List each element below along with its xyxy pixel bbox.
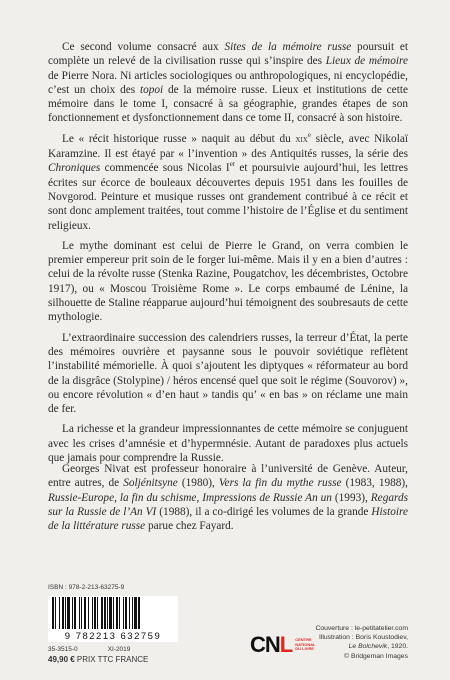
illustration-credit: Illustration : Boris Koustodiev, — [318, 634, 408, 642]
barcode-bars — [48, 596, 178, 630]
paragraph-myths: Le mythe dominant est celui de Pierre le Grand, on verra combien le premier empereur prit soin de le forger lui-même. Mais il y en a bien d’autres : celui de la révolte russe (Stenka Razine, Pougatchov, les décembristes, Octobre 1917), ou « Moscou Troisième Rome ». Le corps embaumé de Lénine, la silhouette de Staline réapparue aujourd’hui témoignent des soubresauts de cette mythologie. — [48, 239, 408, 324]
edition-code: XI-2019 — [107, 646, 131, 653]
cnl-logo-mark: CNL — [250, 632, 293, 657]
barcode — [48, 596, 178, 642]
paragraph-conclusion: La richesse et la grandeur impressionnantes de cette mémoire se conjuguent avec les crises d’amnésie et d’hypermnésie. Autant de paradoxes plus actuels que jamais pour comprendre la Russie. — [48, 423, 408, 465]
cover-credit: Couverture : le-petitatelier.com — [315, 625, 408, 632]
back-cover-text — [48, 40, 408, 471]
paragraph-instability: L’extraordinaire succession des calendriers russes, la terreur d’État, la perte des mémoires ouvrière et paysanne sous le pouvoir soviétique reflètent l’instabilité mémorielle. À quoi s’ajoutent les diptyques « réformateur au bord de la disgrâce (Stolypine) / héros encensé quel que soit le régime (Souvorov) », ou encore révolution « d’en haut » tandis qu’ « en bas » on réclame une main de fer. — [48, 331, 408, 416]
isbn-label: ISBN : 978-2-213-63275-9 — [48, 584, 125, 591]
author-bio: Georges Nivat est professeur honoraire à l’université de Genève. Auteur, entre autres, de Soljénitsyne (1980), Vers la fin du mythe russe (1983, 1988), Russie-Europe, la fin du schisme, Impressions de Russie An un (1993), Regards sur la Russie de l’An VI (1988), il a co-dirigé les volumes de la grande Histoire de la littérature russe parue chez Fayard. — [48, 463, 409, 533]
paragraph-intro: Ce second volume consacré aux Sites de la mémoire russe poursuit et complète un relevé de la civilisation russe qui s’inspire des Lieux de mémoire de Pierre Nora. Ni articles sociologiques ou anthropologiques, ni encyclopédie, c’est un choix des topoi de la mémoire russe. Lieux et institutions de cette mémoire dans le tome I, consacré à sa géographie, grandes étapes de son fonctionnement et dysfonctionnement dans ce tome II, consacré à son histoire. — [48, 41, 408, 125]
price: 49,90 € PRIX TTC FRANCE — [48, 655, 149, 664]
copyright-credit: © Bridgeman Images — [344, 652, 408, 660]
product-codes — [48, 645, 148, 664]
image-credits: Couverture : le-petitatelier.com Illustration : Boris Koustodiev, Le Bolchevik, 1920. © Bridgeman Images — [315, 625, 408, 660]
cnl-logo — [250, 632, 316, 658]
paragraph-historical-narrative: Le « récit historique russe » naquit au début du xix$^e$ siècle, avec Nikolaï Karamzine. Il est étayé par « l’invention » des Antiquités russes, la série des Chroniques commencée sous Nicolas Ier et poursuivie aujourd’hui, les lettres écrites sur écorce de bouleaux découvertes depuis 1951 dans les fouilles de Novgorod. Peinture et musique russes ont grandement contribué à ce récit et sont donc amplement traitées, tout comme l’histoire de l’Église et du sentiment religieux. — [48, 131, 408, 232]
artwork-title: Le Bolchevik — [348, 643, 388, 651]
cnl-logo-text: CENTRE NATIONAL DU LIVRE — [295, 637, 316, 652]
barcode-digits: 9 782213 632759 — [64, 631, 162, 642]
product-code: 35-3515-0 — [48, 646, 78, 653]
